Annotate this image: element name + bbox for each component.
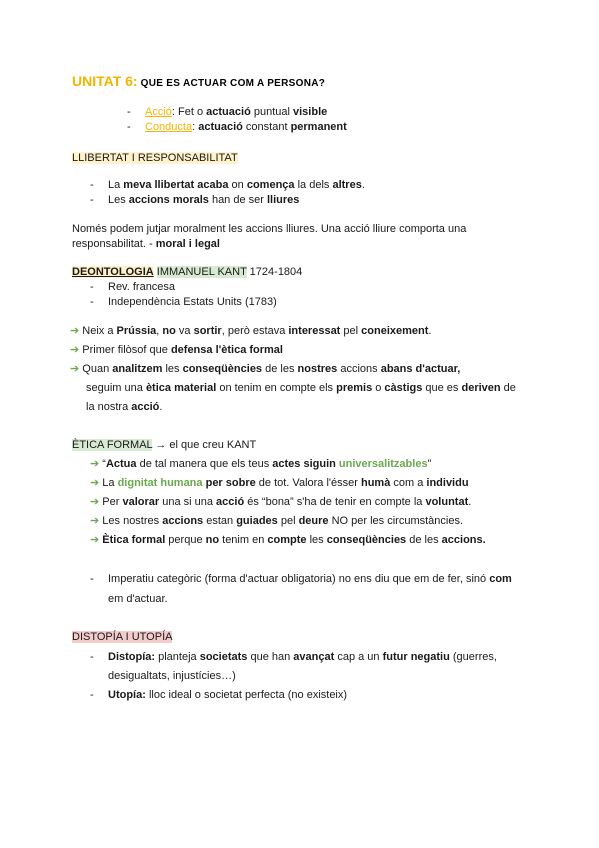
list-item-continuation: desigualtats, injustícies…) bbox=[108, 670, 236, 682]
list-item: - La meva llibertat acaba on comença la dels altres. bbox=[90, 179, 365, 191]
paragraph-line: responsabilitat. - moral i legal bbox=[72, 238, 220, 250]
list-item: ➔ Primer filòsof que defensa l'ètica formal bbox=[70, 344, 283, 356]
section-heading-distopia: DISTOPÍA I UTOPÍA bbox=[72, 631, 173, 643]
list-item: - Independència Estats Units (1783) bbox=[90, 296, 277, 308]
section-heading-llibertat: LLIBERTAT I RESPONSABILITAT bbox=[72, 152, 238, 164]
list-item: ➔ La dignitat humana per sobre de tot. Valora l'ésser humà com a individu bbox=[90, 477, 469, 489]
arrow-icon: ➔ bbox=[90, 477, 100, 489]
arrow-icon: ➔ bbox=[70, 325, 80, 337]
list-item: ➔ Ètica formal perque no tenim en compte les conseqüències de les accions. bbox=[90, 534, 486, 546]
list-item: - Distopía: planteja societats que han avançat cap a un futur negatiu (guerres, bbox=[90, 651, 497, 663]
kant-label: IMMANUEL KANT bbox=[156, 266, 247, 278]
arrow-icon: ➔ bbox=[70, 363, 80, 375]
list-item: - Les accions morals han de ser lliures bbox=[90, 194, 300, 206]
list-item: - Imperatiu categòric (forma d'actuar obligatoria) no ens diu que em de fer, sinó com bbox=[90, 573, 512, 585]
list-item: ➔ Neix a Prússia, no va sortir, però estava interessat pel coneixement. bbox=[70, 325, 432, 337]
arrow-icon: ➔ bbox=[90, 496, 100, 508]
section-heading-etica-formal: ÈTICA FORMAL → el que creu KANT bbox=[72, 439, 257, 451]
list-item: ➔ “Actua de tal manera que els teus actes siguin universalitzables” bbox=[90, 458, 432, 470]
arrow-icon: ➔ bbox=[70, 344, 80, 356]
list-item: ➔ Les nostres accions estan guiades pel deure NO per les circumstàncies. bbox=[90, 515, 464, 527]
page-title bbox=[72, 74, 325, 91]
arrow-icon: ➔ bbox=[90, 534, 100, 546]
arrow-icon: ➔ bbox=[90, 458, 100, 470]
paragraph-line: Només podem jutjar moralment les accions lliures. Una acció lliure comporta una bbox=[72, 223, 467, 235]
section-heading-deontologia: DEONTOLOGIA IMMANUEL KANT 1724-1804 bbox=[72, 266, 303, 278]
list-item: - Utopía: lloc ideal o societat perfecta (no existeix) bbox=[90, 689, 348, 701]
arrow-icon: ➔ bbox=[90, 515, 100, 527]
unit-label: UNITAT 6: bbox=[72, 73, 138, 89]
list-item-continuation: em d'actuar. bbox=[108, 593, 168, 605]
list-item: - Rev. francesa bbox=[90, 281, 176, 293]
definition-conducta: - Conducta: actuació constant permanent bbox=[127, 121, 347, 133]
definition-accio: - Acció: Fet o actuació puntual visible bbox=[127, 106, 328, 118]
list-item: ➔ Per valorar una si una acció és “bona” s'ha de tenir en compte la voluntat. bbox=[90, 496, 472, 508]
list-item: ➔ Quan analitzem les conseqüències de les nostres accions abans d'actuar, bbox=[70, 363, 461, 375]
unit-question: QUE ES ACTUAR COM A PERSONA? bbox=[140, 78, 326, 89]
list-item-continuation: la nostra acció. bbox=[86, 401, 163, 413]
list-item-continuation: seguim una ètica material on tenim en compte els premis o càstigs que es deriven de bbox=[86, 382, 516, 394]
